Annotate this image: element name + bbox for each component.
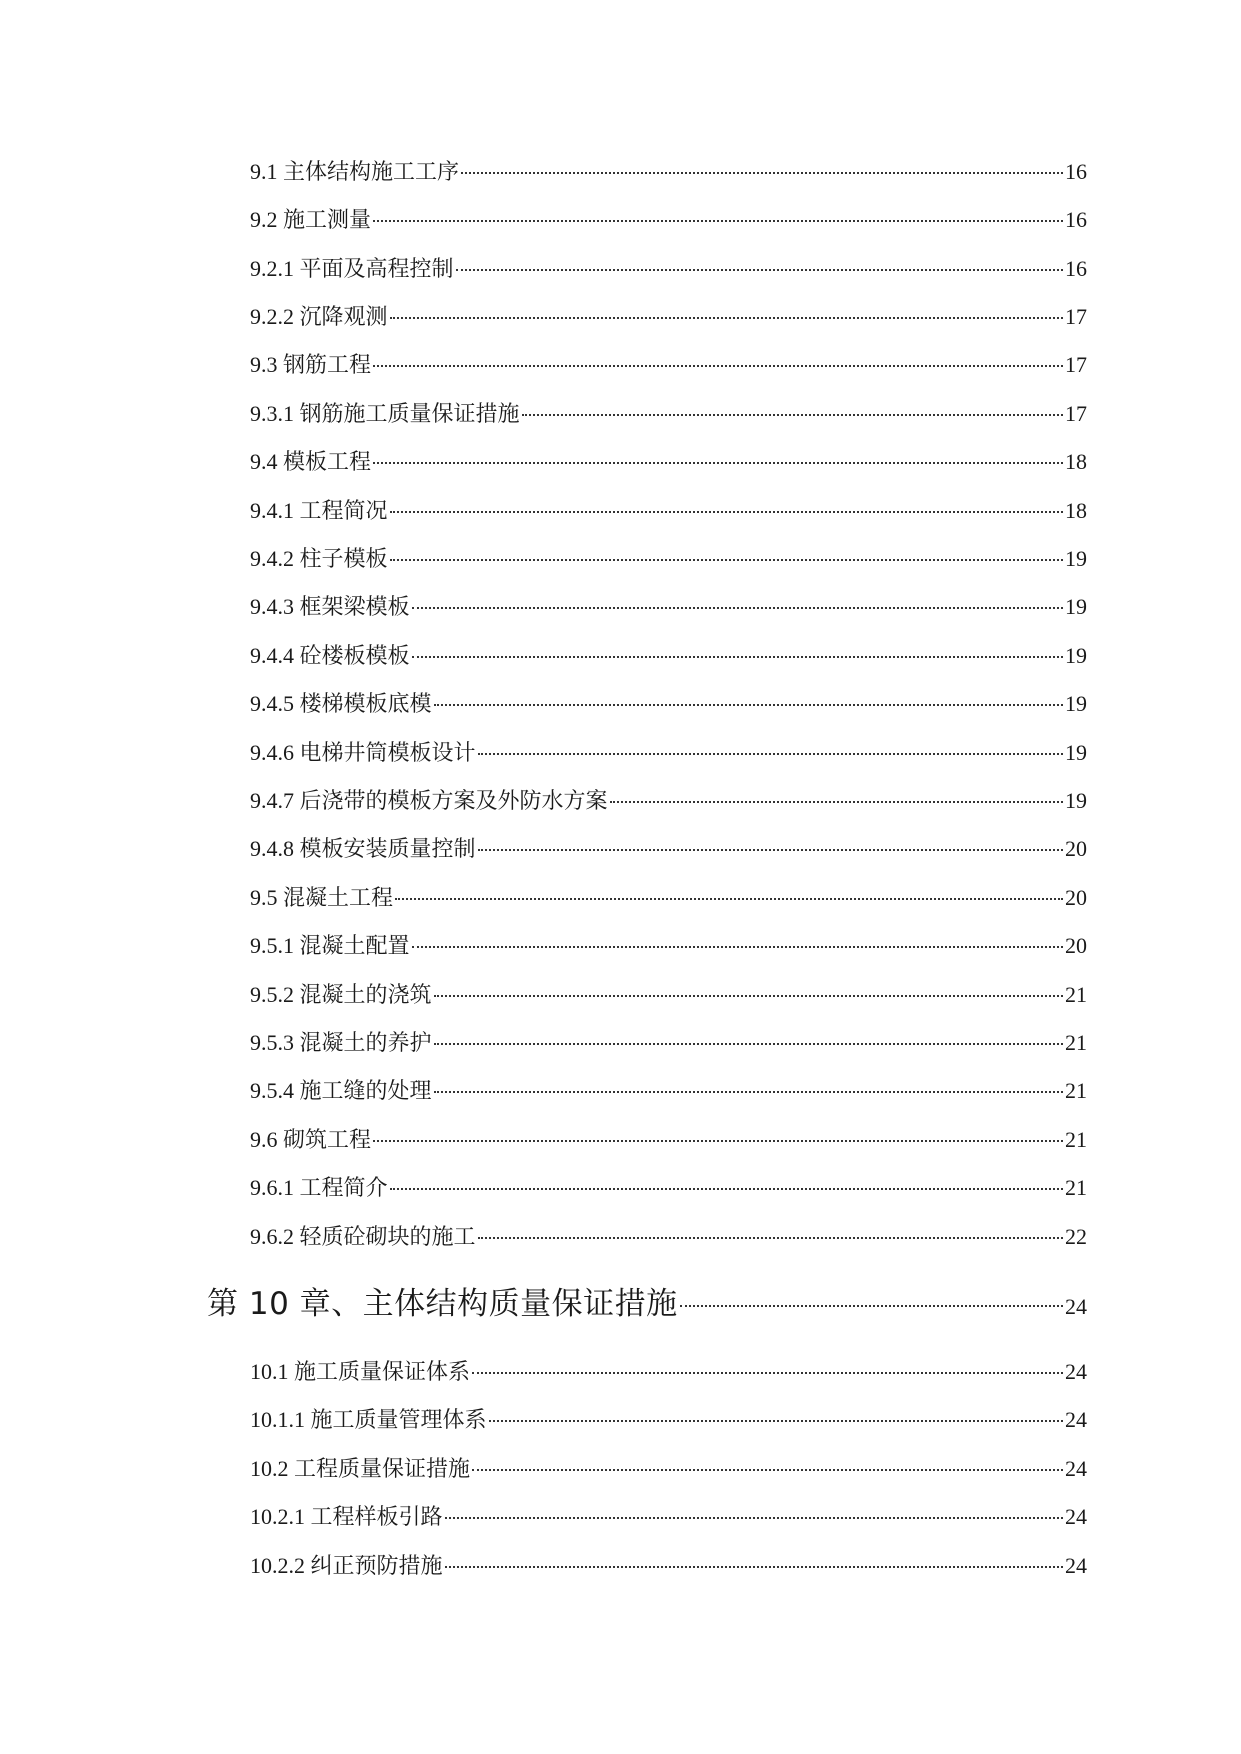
dot-leader	[472, 1468, 1063, 1471]
dot-leader	[373, 1139, 1063, 1142]
toc-entry-page: 21	[1065, 1175, 1087, 1200]
dot-leader	[445, 1516, 1063, 1519]
toc-entry[interactable]	[250, 447, 1087, 477]
toc-entry[interactable]	[250, 641, 1087, 671]
toc-entry-title: 9.5 混凝土工程	[250, 885, 394, 910]
dot-leader	[373, 461, 1063, 464]
toc-entry-title: 9.3.1 钢筋施工质量保证措施	[250, 401, 520, 426]
toc-entry-title: 9.4.1 工程简况	[250, 498, 388, 523]
dot-leader	[390, 1187, 1063, 1190]
dot-leader	[456, 268, 1063, 271]
dot-leader	[434, 1042, 1063, 1045]
toc-entry[interactable]	[250, 350, 1087, 380]
toc-entry-title: 9.2.2 沉降观测	[250, 304, 388, 329]
dot-leader	[395, 897, 1063, 900]
toc-entry[interactable]	[250, 834, 1087, 864]
dot-leader	[489, 1419, 1063, 1422]
toc-chapter-entry[interactable]	[207, 1282, 1087, 1326]
toc-entry[interactable]	[250, 1125, 1087, 1155]
dot-leader	[412, 655, 1063, 658]
dot-leader	[478, 848, 1063, 851]
toc-entry-title: 10.2 工程质量保证措施	[250, 1456, 471, 1481]
dot-leader	[680, 1304, 1063, 1307]
toc-entry-page: 20	[1065, 836, 1087, 861]
toc-entry-title: 9.6.1 工程简介	[250, 1175, 388, 1200]
toc-entry-page: 19	[1065, 788, 1087, 813]
toc-entry-page: 17	[1065, 401, 1087, 426]
toc-entry-title: 9.4.5 楼梯模板底模	[250, 691, 432, 716]
dot-leader	[412, 945, 1063, 948]
dot-leader	[445, 1565, 1063, 1568]
toc-entry-title: 9.5.3 混凝土的养护	[250, 1030, 432, 1055]
toc-entry-title: 9.5.1 混凝土配置	[250, 933, 410, 958]
dot-leader	[390, 316, 1063, 319]
toc-entry-page: 19	[1065, 740, 1087, 765]
dot-leader	[390, 510, 1063, 513]
toc-entry-page: 20	[1065, 933, 1087, 958]
toc-entry-title: 9.4.3 框架梁模板	[250, 594, 410, 619]
toc-entry[interactable]	[250, 544, 1087, 574]
toc-entry[interactable]	[250, 1076, 1087, 1106]
dot-leader	[412, 606, 1063, 609]
toc-entry[interactable]	[250, 254, 1087, 284]
toc-entry[interactable]	[250, 738, 1087, 768]
toc-entry-title: 10.2.1 工程样板引路	[250, 1504, 443, 1529]
toc-entry[interactable]	[250, 205, 1087, 235]
toc-entry-page: 24	[1065, 1456, 1087, 1481]
toc-chapter-page: 24	[1065, 1294, 1087, 1319]
toc-entry-title: 9.4.2 柱子模板	[250, 546, 388, 571]
toc-entry-page: 21	[1065, 982, 1087, 1007]
toc-entry-title: 9.1 主体结构施工工序	[250, 159, 460, 184]
toc-entry[interactable]	[250, 786, 1087, 816]
toc-entry-page: 21	[1065, 1127, 1087, 1152]
dot-leader	[522, 413, 1063, 416]
toc-entry-page: 16	[1065, 256, 1087, 281]
toc-entry[interactable]	[250, 1222, 1087, 1252]
toc-entry-page: 17	[1065, 352, 1087, 377]
toc-entry-page: 19	[1065, 594, 1087, 619]
toc-entry-title: 9.4.4 砼楼板模板	[250, 643, 410, 668]
toc-entry-page: 17	[1065, 304, 1087, 329]
toc-entry-title: 9.4.6 电梯井筒模板设计	[250, 740, 476, 765]
dot-leader	[478, 1236, 1063, 1239]
toc-entry[interactable]	[250, 1357, 1087, 1387]
toc-entry-title: 9.4 模板工程	[250, 449, 372, 474]
toc-entry-title: 10.1 施工质量保证体系	[250, 1359, 471, 1384]
toc-entry-title: 10.1.1 施工质量管理体系	[250, 1407, 487, 1432]
toc-entry-title: 9.6 砌筑工程	[250, 1127, 372, 1152]
toc-entry[interactable]	[250, 302, 1087, 332]
toc-entry-title: 9.2.1 平面及高程控制	[250, 256, 454, 281]
toc-entry[interactable]	[250, 1551, 1087, 1581]
toc-entry-title: 9.5.2 混凝土的浇筑	[250, 982, 432, 1007]
toc-entry-page: 19	[1065, 546, 1087, 571]
toc-entry[interactable]	[250, 980, 1087, 1010]
dot-leader	[610, 800, 1063, 803]
toc-entry[interactable]	[250, 1454, 1087, 1484]
toc-entry[interactable]	[250, 1502, 1087, 1532]
toc-entry-page: 18	[1065, 498, 1087, 523]
toc-entry-page: 19	[1065, 691, 1087, 716]
dot-leader	[373, 219, 1063, 222]
toc-entry[interactable]	[250, 883, 1087, 913]
toc-entry-page: 20	[1065, 885, 1087, 910]
toc-entry-page: 21	[1065, 1078, 1087, 1103]
toc-entry-title: 10.2.2 纠正预防措施	[250, 1553, 443, 1578]
dot-leader	[472, 1371, 1063, 1374]
toc-entry-title: 9.5.4 施工缝的处理	[250, 1078, 432, 1103]
toc-entry-title: 9.4.7 后浇带的模板方案及外防水方案	[250, 788, 608, 813]
toc-entry-page: 18	[1065, 449, 1087, 474]
dot-leader	[434, 1090, 1063, 1093]
toc-entry[interactable]	[250, 592, 1087, 622]
toc-entry-page: 16	[1065, 159, 1087, 184]
toc-entry-page: 16	[1065, 207, 1087, 232]
toc-entry[interactable]	[250, 689, 1087, 719]
toc-entry-title: 9.6.2 轻质砼砌块的施工	[250, 1224, 476, 1249]
toc-entry-page: 21	[1065, 1030, 1087, 1055]
dot-leader	[390, 558, 1063, 561]
toc-entry-title: 9.2 施工测量	[250, 207, 372, 232]
dot-leader	[434, 703, 1063, 706]
toc-entry[interactable]	[250, 157, 1087, 187]
toc-entry-page: 24	[1065, 1553, 1087, 1578]
toc-entry-page: 22	[1065, 1224, 1087, 1249]
dot-leader	[373, 364, 1063, 367]
dot-leader	[434, 994, 1063, 997]
toc-entry-title: 9.4.8 模板安装质量控制	[250, 836, 476, 861]
toc-entry[interactable]	[250, 1028, 1087, 1058]
toc-entry[interactable]	[250, 399, 1087, 429]
toc-entry-page: 24	[1065, 1407, 1087, 1432]
dot-leader	[461, 171, 1063, 174]
toc-entry[interactable]	[250, 1173, 1087, 1203]
toc-entry-page: 24	[1065, 1504, 1087, 1529]
toc-entry-page: 24	[1065, 1359, 1087, 1384]
dot-leader	[478, 752, 1063, 755]
toc-entry[interactable]	[250, 496, 1087, 526]
toc-chapter-title: 第 10 章、主体结构质量保证措施	[207, 1286, 678, 1322]
toc-entry[interactable]	[250, 1405, 1087, 1435]
toc-entry-title: 9.3 钢筋工程	[250, 352, 372, 377]
toc-entry-page: 19	[1065, 643, 1087, 668]
toc-entry[interactable]	[250, 931, 1087, 961]
